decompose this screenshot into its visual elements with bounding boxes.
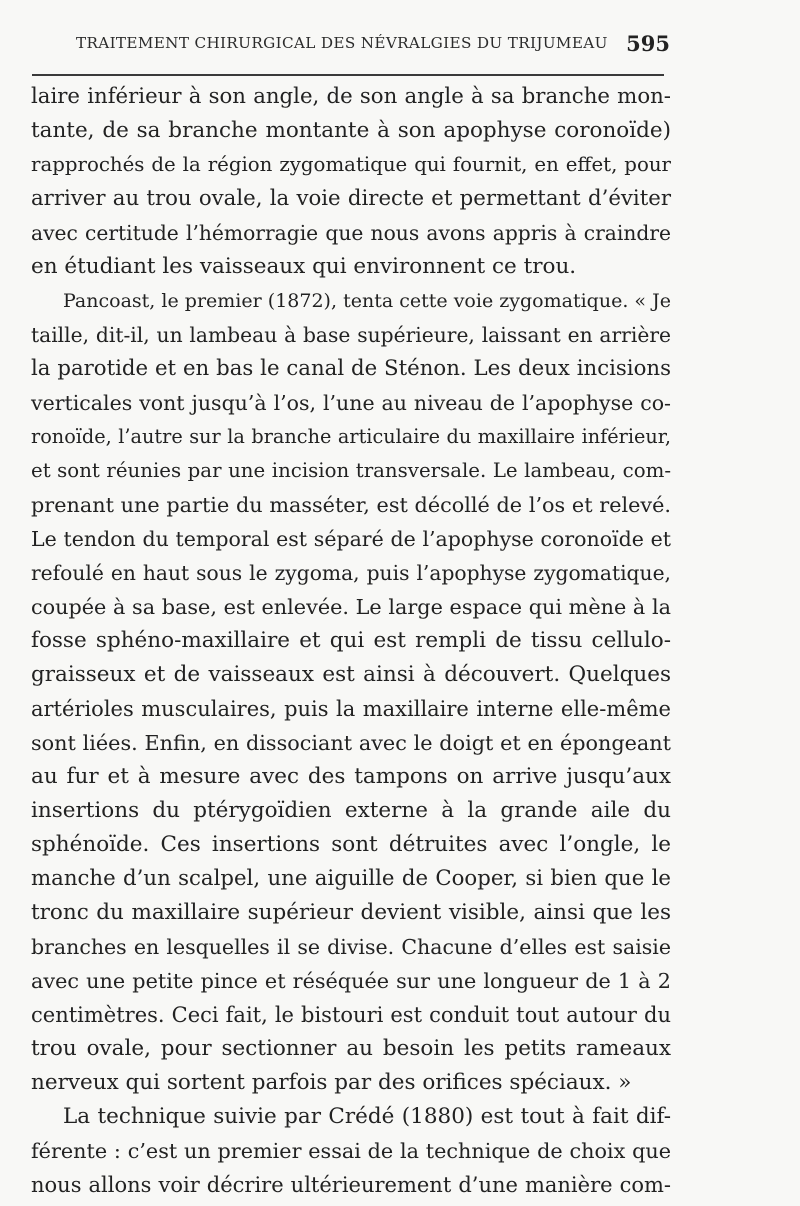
text-line: manche d’un scalpel, une aiguille de Cooper, si bien que le xyxy=(31,866,671,891)
body-text xyxy=(31,80,671,1202)
running-head xyxy=(62,30,670,60)
text-line: nous allons voir décrire ultérieurement d’une manière com- xyxy=(31,1173,671,1197)
text-line: avec une petite pince et réséquée sur une longueur de 1 à 2 xyxy=(31,969,671,993)
text-line: nerveux qui sortent parfois par des orifices spéciaux. » xyxy=(31,1070,632,1095)
text-line: en étudiant les vaisseaux qui environnent ce trou. xyxy=(31,254,577,279)
text-line: et sont réunies par une incision transversale. Le lambeau, com- xyxy=(31,459,671,482)
text-line: La technique suivie par Crédé (1880) est tout à fait dif- xyxy=(63,1104,671,1129)
text-line: férente : c’est un premier essai de la technique de choix que xyxy=(31,1139,671,1163)
text-line: coupée à sa base, est enlevée. Le large espace qui mène à la xyxy=(31,595,671,619)
text-line: trou ovale, pour sectionner au besoin les petits rameaux xyxy=(31,1036,671,1061)
text-line: ronoïde, l’autre sur la branche articulaire du maxillaire inférieur, xyxy=(31,425,671,448)
text-line: artérioles musculaires, puis la maxillaire interne elle-même xyxy=(31,697,671,721)
text-line: la parotide et en bas le canal de Sténon. Les deux incisions xyxy=(31,356,671,381)
text-line: sphénoïde. Ces insertions sont détruites avec l’ongle, le xyxy=(31,832,671,857)
text-line: tante, de sa branche montante à son apophyse coronoïde) xyxy=(31,118,671,143)
text-line: au fur et à mesure avec des tampons on arrive jusqu’aux xyxy=(31,764,671,789)
page-number: 595 xyxy=(626,31,670,56)
text-line: avec certitude l’hémorragie que nous avons appris à craindre xyxy=(31,221,671,245)
text-line: laire inférieur à son angle, de son angle à sa branche mon- xyxy=(31,84,671,109)
text-line: sont liées. Enfin, en dissociant avec le doigt et en épongeant xyxy=(31,731,671,755)
text-line: Le tendon du temporal est séparé de l’apophyse coronoïde et xyxy=(31,527,671,551)
text-line: taille, dit-il, un lambeau à base supérieure, laissant en arrière xyxy=(31,323,671,347)
text-line: branches en lesquelles il se divise. Chacune d’elles est saisie xyxy=(31,935,671,959)
text-line: refoulé en haut sous le zygoma, puis l’apophyse zygomatique, xyxy=(31,561,671,585)
text-line: graisseux et de vaisseaux est ainsi à découvert. Quelques xyxy=(31,662,671,687)
running-title: TRAITEMENT CHIRURGICAL DES NÉVRALGIES DU TRIJUMEAU xyxy=(76,34,608,52)
text-line: prenant une partie du masséter, est décollé de l’os et relevé. xyxy=(31,493,671,517)
text-line: arriver au trou ovale, la voie directe et permettant d’éviter xyxy=(31,186,671,211)
text-line: Pancoast, le premier (1872), tenta cette voie zygomatique. « Je xyxy=(63,290,671,312)
text-line: insertions du ptérygoïdien externe à la grande aile du xyxy=(31,798,671,823)
text-line: tronc du maxillaire supérieur devient visible, ainsi que les xyxy=(31,900,671,925)
text-line: verticales vont jusqu’à l’os, l’une au niveau de l’apophyse co- xyxy=(31,391,671,415)
header-rule xyxy=(32,74,664,76)
text-line: centimètres. Ceci fait, le bistouri est conduit tout autour du xyxy=(31,1003,671,1027)
text-line: rapprochés de la région zygomatique qui fournit, en effet, pour xyxy=(31,153,671,176)
text-line: fosse sphéno-maxillaire et qui est rempli de tissu cellulo- xyxy=(31,628,671,653)
